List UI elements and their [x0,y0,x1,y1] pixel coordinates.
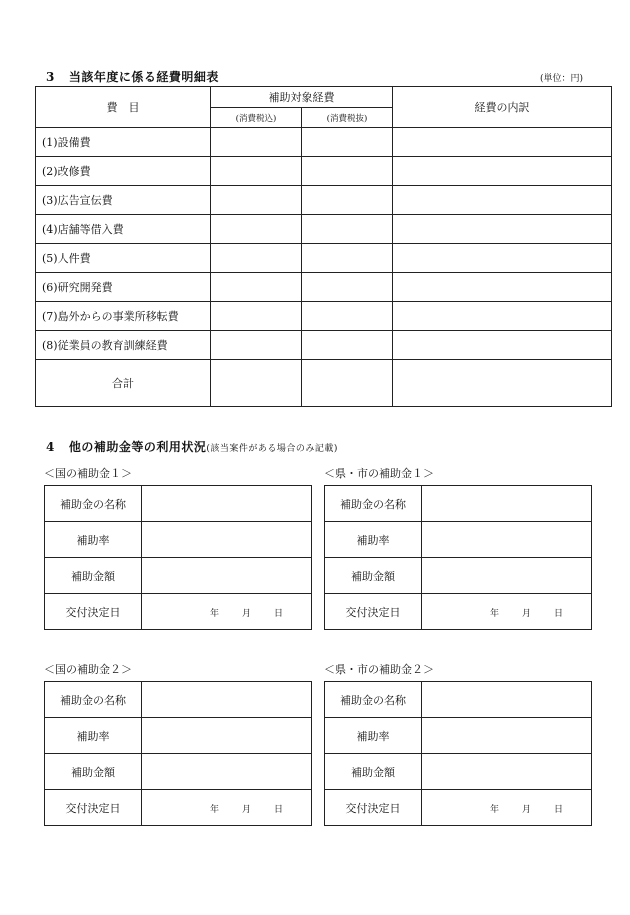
decision-date-field[interactable] [142,594,312,630]
breakdown-cell[interactable] [393,215,612,244]
subsidy-rate-field[interactable] [422,718,592,754]
decision-date-field[interactable] [422,594,592,630]
table-row [36,157,612,186]
tax-ex-cell[interactable] [302,186,393,215]
label-subsidy-name: 補助金の名称 [45,682,142,718]
total-tax-in-cell[interactable] [211,360,302,407]
subsidy-rate-field[interactable] [422,522,592,558]
tax-ex-cell[interactable] [302,302,393,331]
subsidy-amount-field[interactable] [422,754,592,790]
day-label: 日 [274,805,284,815]
day-label: 日 [554,609,564,619]
row-label: (7)島外からの事業所移転費 [36,302,211,331]
month-label: 月 [242,805,252,815]
tax-ex-cell[interactable] [302,273,393,302]
row-label: (3)広告宣伝費 [36,186,211,215]
tax-in-cell[interactable] [211,128,302,157]
table-row [36,128,612,157]
table-row [36,331,612,360]
month-label: 月 [242,609,252,619]
header-tax-included: (消費税込) [211,108,302,128]
breakdown-cell[interactable] [393,331,612,360]
total-breakdown-cell[interactable] [393,360,612,407]
decision-date-field[interactable] [142,790,312,826]
subsidy-amount-field[interactable] [142,754,312,790]
subsidy-rate-field[interactable] [142,718,312,754]
label-subsidy-amount: 補助金額 [325,558,422,594]
table-row [36,244,612,273]
label-decision-date: 交付決定日 [325,594,422,630]
label-subsidy-amount: 補助金額 [325,754,422,790]
section-3-heading: 当該年度に係る経費明細表 [68,70,219,84]
label-subsidy-name: 補助金の名称 [45,486,142,522]
day-label: 日 [274,609,284,619]
header-item: 費 目 [36,87,211,128]
breakdown-cell[interactable] [393,302,612,331]
subsidy-name-field[interactable] [142,682,312,718]
subsidy-table-national-1 [44,485,312,630]
row-label: (2)改修費 [36,157,211,186]
month-label: 月 [522,805,532,815]
subsidy-name-field[interactable] [142,486,312,522]
section-4-title [46,438,338,455]
expense-table [35,86,612,407]
total-label: 合計 [36,360,211,407]
label-subsidy-rate: 補助率 [45,522,142,558]
tax-ex-cell[interactable] [302,157,393,186]
tax-in-cell[interactable] [211,186,302,215]
year-label: 年 [490,805,500,815]
year-label: 年 [210,609,220,619]
header-subsidy-target: 補助対象経費 [211,87,393,108]
breakdown-cell[interactable] [393,273,612,302]
section-4-number: 4 [46,440,55,454]
year-label: 年 [210,805,220,815]
section-3-number: 3 [46,70,55,84]
total-tax-ex-cell[interactable] [302,360,393,407]
label-subsidy-name: 補助金の名称 [325,486,422,522]
header-breakdown: 経費の内訳 [393,87,612,128]
breakdown-cell[interactable] [393,244,612,273]
table-row [36,302,612,331]
row-label: (8)従業員の教育訓練経費 [36,331,211,360]
table-row [36,215,612,244]
table-row [36,186,612,215]
day-label: 日 [554,805,564,815]
tax-in-cell[interactable] [211,244,302,273]
subsidy-table-national-2 [44,681,312,826]
label-subsidy-rate: 補助率 [325,522,422,558]
subsidy-name-field[interactable] [422,486,592,522]
section-4-note: (該当案件がある場合のみ記載) [206,444,338,454]
label-decision-date: 交付決定日 [325,790,422,826]
total-row [36,360,612,407]
subsidy-rate-field[interactable] [142,522,312,558]
label-decision-date: 交付決定日 [45,790,142,826]
box-title-national-2: ＜国の補助金２＞ [44,663,132,676]
label-subsidy-name: 補助金の名称 [325,682,422,718]
subsidy-name-field[interactable] [422,682,592,718]
tax-in-cell[interactable] [211,273,302,302]
tax-ex-cell[interactable] [302,331,393,360]
box-title-local-2: ＜県・市の補助金２＞ [324,663,434,676]
section-3-title [46,68,219,85]
subsidy-amount-field[interactable] [142,558,312,594]
label-subsidy-rate: 補助率 [325,718,422,754]
label-subsidy-amount: 補助金額 [45,754,142,790]
tax-in-cell[interactable] [211,215,302,244]
label-subsidy-rate: 補助率 [45,718,142,754]
tax-in-cell[interactable] [211,302,302,331]
tax-ex-cell[interactable] [302,215,393,244]
tax-in-cell[interactable] [211,331,302,360]
tax-ex-cell[interactable] [302,244,393,273]
box-title-national-1: ＜国の補助金１＞ [44,467,132,480]
row-label: (6)研究開発費 [36,273,211,302]
subsidy-amount-field[interactable] [422,558,592,594]
unit-label: (単位：円) [540,74,584,84]
breakdown-cell[interactable] [393,157,612,186]
box-title-local-1: ＜県・市の補助金１＞ [324,467,434,480]
row-label: (5)人件費 [36,244,211,273]
breakdown-cell[interactable] [393,128,612,157]
subsidy-table-local-1 [324,485,592,630]
year-label: 年 [490,609,500,619]
label-subsidy-amount: 補助金額 [45,558,142,594]
breakdown-cell[interactable] [393,186,612,215]
label-decision-date: 交付決定日 [45,594,142,630]
row-label: (1)設備費 [36,128,211,157]
row-label: (4)店舗等借入費 [36,215,211,244]
tax-ex-cell[interactable] [302,128,393,157]
decision-date-field[interactable] [422,790,592,826]
month-label: 月 [522,609,532,619]
subsidy-table-local-2 [324,681,592,826]
section-4-heading: 他の補助金等の利用状況 [68,440,207,454]
tax-in-cell[interactable] [211,157,302,186]
table-row [36,273,612,302]
header-tax-excluded: (消費税抜) [302,108,393,128]
